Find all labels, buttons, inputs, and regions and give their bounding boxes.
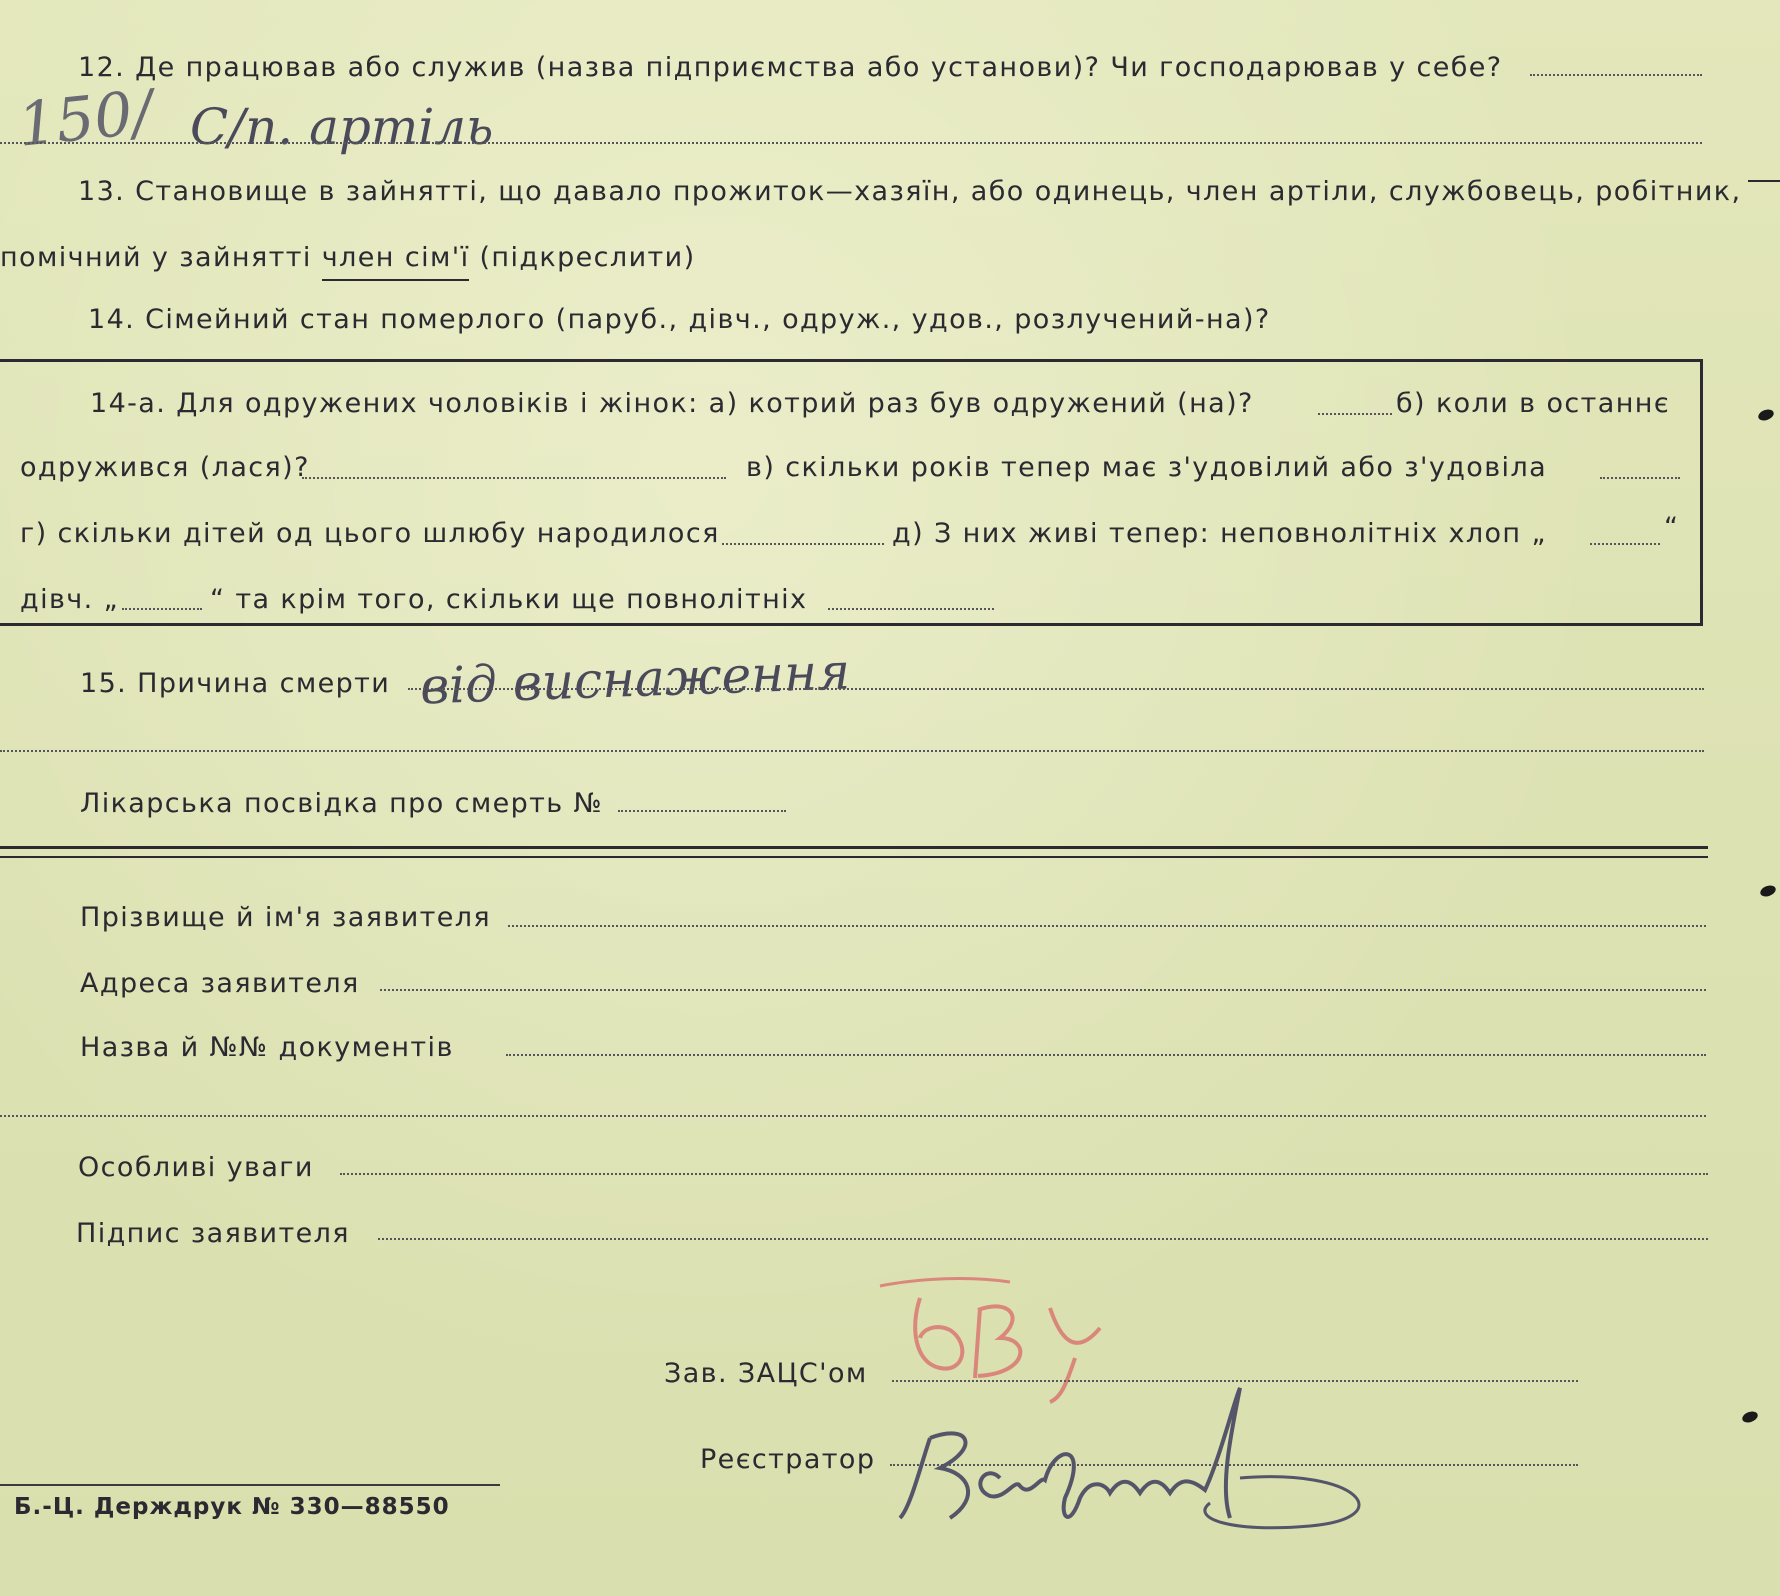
q14a-g-fill[interactable] xyxy=(722,543,884,545)
q14a-a-fill[interactable] xyxy=(1318,413,1392,415)
q12-answer-line[interactable] xyxy=(0,142,1702,144)
q14-label: 14. Сімейний стан померлого (паруб., дівч., одруж., удов., розлучений-на)? xyxy=(88,304,1271,335)
divider-top xyxy=(0,846,1708,849)
q14a-line3a: г) скільки дітей од цього шлюбу народилося xyxy=(20,518,720,549)
q13-line1: 13. Становище в зайнятті, що давало прожиток—хазяїн, або одинець, член артіли, службовець, робітник, xyxy=(78,176,1742,207)
notes-field[interactable] xyxy=(340,1173,1708,1175)
registrar-signature xyxy=(890,1368,1490,1548)
q14a-line4a: дівч. „ xyxy=(20,584,119,615)
q14a-line4b: “ та крім того, скільки ще повнолітніх xyxy=(210,584,808,615)
q14a-girls-fill[interactable] xyxy=(122,608,202,610)
q13-line2-text: помічний у зайнятті xyxy=(0,242,312,273)
applicant-address-field[interactable] xyxy=(380,989,1706,991)
q14a-line2a: одружився (лася)? xyxy=(20,452,310,483)
q12-fill-line[interactable] xyxy=(1530,74,1702,76)
margin-number: 150/ xyxy=(14,77,157,161)
q14a-line1b: б) коли в останнє xyxy=(1396,388,1671,419)
imprint-rule xyxy=(0,1484,500,1486)
head-zags-label: Зав. ЗАЦС'ом xyxy=(664,1358,868,1389)
registrar-label: Реєстратор xyxy=(700,1444,876,1475)
q13-line2 xyxy=(0,242,696,273)
documents-field[interactable] xyxy=(506,1054,1706,1056)
applicant-signature-label: Підпис заявителя xyxy=(76,1218,350,1249)
med-cert-label: Лікарська посвідка про смерть № xyxy=(80,788,604,819)
q14a-v-fill[interactable] xyxy=(1600,477,1680,479)
q14a-line1a: 14-а. Для одружених чоловіків і жінок: а) котрий раз був одружений (на)? xyxy=(90,388,1254,419)
q14a-line2b: в) скільки років тепер має з'удовілий або з'удовіла xyxy=(746,452,1548,483)
q13-underlined-option: член сім'ї xyxy=(322,242,470,281)
edge-mark xyxy=(1748,180,1780,182)
q15-label: 15. Причина смерти xyxy=(80,668,391,699)
notes-label: Особливі уваги xyxy=(78,1152,314,1183)
q15-answer: від виснаження xyxy=(419,642,852,716)
q14a-boys-fill[interactable] xyxy=(1590,543,1660,545)
printer-imprint: Б.-Ц. Держдрук № 330—88550 xyxy=(14,1494,450,1520)
q15-extra-line[interactable] xyxy=(0,750,1704,752)
applicant-signature-field[interactable] xyxy=(378,1238,1708,1240)
applicant-name-label: Прізвище й ім'я заявителя xyxy=(80,902,492,933)
q13-line2-note: (підкреслити) xyxy=(479,242,696,273)
applicant-name-field[interactable] xyxy=(508,925,1706,927)
q14a-adults-fill[interactable] xyxy=(828,608,994,610)
punch-hole-1 xyxy=(1757,408,1775,423)
applicant-address-label: Адреса заявителя xyxy=(80,968,360,999)
med-cert-fill[interactable] xyxy=(618,810,786,812)
q14a-b-fill[interactable] xyxy=(302,477,726,479)
documents-extra-line[interactable] xyxy=(0,1115,1706,1117)
q15-fill-line[interactable] xyxy=(408,688,1704,690)
divider-bottom xyxy=(0,856,1708,858)
q14a-line3c: “ xyxy=(1664,512,1680,543)
q14a-line3b: д) З них живі тепер: неповнолітніх хлоп „ xyxy=(892,518,1547,549)
q12-answer: С/п. артіль xyxy=(190,98,494,156)
q12-label: 12. Де працював або служив (назва підприємства або установи)? Чи господарював у себе? xyxy=(78,52,1503,83)
punch-hole-2 xyxy=(1759,884,1777,899)
punch-hole-3 xyxy=(1741,1410,1759,1425)
documents-label: Назва й №№ документів xyxy=(80,1032,454,1063)
